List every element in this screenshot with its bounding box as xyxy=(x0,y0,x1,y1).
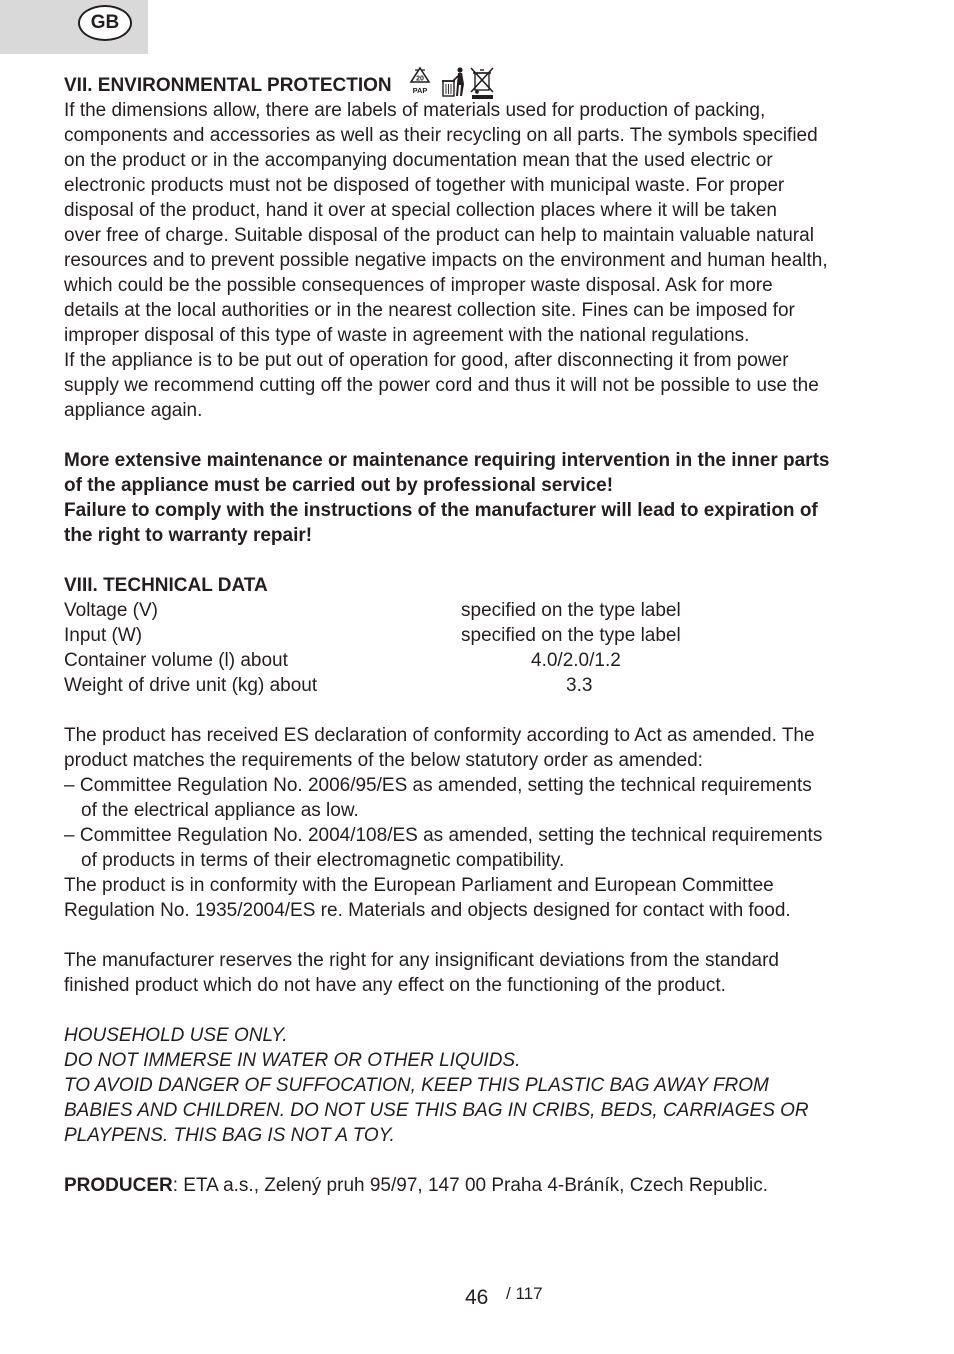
env-line: electronic products must not be disposed of together with municipal waste. For proper xyxy=(64,175,785,196)
deviations-line: finished product which do not have any effect on the functioning of the product. xyxy=(64,975,726,996)
tech-table xyxy=(64,598,894,698)
regulation-item: – Committee Regulation No. 2006/95/ES as amended, setting the technical requirements xyxy=(64,775,812,796)
deviations-line: The manufacturer reserves the right for any insignificant deviations from the standard xyxy=(64,950,779,971)
conformity-section xyxy=(64,723,894,923)
conformity-line: product matches the requirements of the below statutory order as amended: xyxy=(64,750,703,771)
warning-line: Failure to comply with the instructions of the manufacturer will lead to expiration of xyxy=(64,500,818,521)
recycle-code: 20 xyxy=(415,75,424,83)
producer-label: PRODUCER xyxy=(64,1175,173,1196)
safety-notices xyxy=(64,1023,894,1148)
warranty-warning xyxy=(64,448,894,548)
env-body xyxy=(64,98,894,423)
env-line: supply we recommend cutting off the power cord and thus it will not be possible to use the xyxy=(64,375,819,396)
producer-line xyxy=(64,1173,894,1198)
notice-line: BABIES AND CHILDREN. DO NOT USE THIS BAG IN CRIBS, BEDS, CARRIAGES OR xyxy=(64,1100,809,1121)
tech-value: specified on the type label xyxy=(461,625,681,646)
warning-line: More extensive maintenance or maintenance requiring intervention in the inner parts xyxy=(64,450,830,471)
env-line: details at the local authorities or in the nearest collection site. Fines can be imposed for xyxy=(64,300,795,321)
env-line: disposal of the product, hand it over at special collection places where it will be taken xyxy=(64,200,777,221)
regulation-item: – Committee Regulation No. 2004/108/ES as amended, setting the technical requirements xyxy=(64,825,823,846)
notice-line: DO NOT IMMERSE IN WATER OR OTHER LIQUIDS. xyxy=(64,1050,521,1071)
env-line: resources and to prevent possible negative impacts on the environment and human health, xyxy=(64,250,828,271)
regulation-item-cont: of products in terms of their electromagnetic compatibility. xyxy=(81,850,565,871)
env-line: appliance again. xyxy=(64,400,203,421)
tech-row xyxy=(64,598,894,623)
tidy-man-bin-icon xyxy=(442,67,464,96)
food-contact-line: Regulation No. 1935/2004/ES re. Materials and objects designed for contact with food. xyxy=(64,900,791,921)
env-heading-row xyxy=(64,73,894,98)
recycle-material: PAP xyxy=(412,86,428,95)
tech-value: 3.3 xyxy=(566,675,593,696)
tech-row xyxy=(64,648,894,673)
env-line: improper disposal of this type of waste in agreement with the national regulations. xyxy=(64,325,750,346)
notice-line: PLAYPENS. THIS BAG IS NOT A TOY. xyxy=(64,1125,395,1146)
page-footer xyxy=(0,1284,954,1314)
notice-line: TO AVOID DANGER OF SUFFOCATION, KEEP THIS PLASTIC BAG AWAY FROM xyxy=(64,1075,769,1096)
warning-line: of the appliance must be carried out by professional service! xyxy=(64,475,614,496)
tech-label: Voltage (V) xyxy=(64,600,158,621)
page-content xyxy=(64,73,894,1198)
regulation-item-cont: of the electrical appliance as low. xyxy=(81,800,359,821)
env-line: If the appliance is to be put out of operation for good, after disconnecting it from power xyxy=(64,350,789,371)
tech-label: Weight of drive unit (kg) about xyxy=(64,675,318,696)
tech-value: 4.0/2.0/1.2 xyxy=(531,650,621,671)
env-line: on the product or in the accompanying documentation mean that the used electric or xyxy=(64,150,773,171)
env-heading: VII. ENVIRONMENTAL PROTECTION xyxy=(64,75,392,96)
warning-line: the right to warranty repair! xyxy=(64,525,313,546)
deviations-section xyxy=(64,948,894,998)
env-line: If the dimensions allow, there are labels of materials used for production of packing, xyxy=(64,100,766,121)
language-tab xyxy=(0,0,148,54)
env-line: over free of charge. Suitable disposal of the product can help to maintain valuable natural xyxy=(64,225,814,246)
tech-heading: VIII. TECHNICAL DATA xyxy=(64,575,268,596)
env-line: components and accessories as well as their recycling on all parts. The symbols specified xyxy=(64,125,818,146)
page-total: / 117 xyxy=(506,1284,543,1303)
recycle-20-pap-icon xyxy=(411,68,429,95)
notice-line: HOUSEHOLD USE ONLY. xyxy=(64,1025,288,1046)
tech-value: specified on the type label xyxy=(461,600,681,621)
tech-row xyxy=(64,673,894,698)
food-contact-line: The product is in conformity with the European Parliament and European Committee xyxy=(64,875,774,896)
env-line: which could be the possible consequences of improper waste disposal. Ask for more xyxy=(64,275,773,296)
tech-label: Input (W) xyxy=(64,625,143,646)
page-number: 46 xyxy=(465,1286,489,1309)
producer-text: : ETA a.s., Zelený pruh 95/97, 147 00 Praha 4-Bráník, Czech Republic. xyxy=(172,1175,769,1196)
tech-row xyxy=(64,623,894,648)
crossed-out-wheelie-bin-icon xyxy=(471,68,493,99)
tech-label: Container volume (l) about xyxy=(64,650,288,671)
language-badge: GB xyxy=(78,5,132,41)
conformity-line: The product has received ES declaration of conformity according to Act as amended. The xyxy=(64,725,815,746)
